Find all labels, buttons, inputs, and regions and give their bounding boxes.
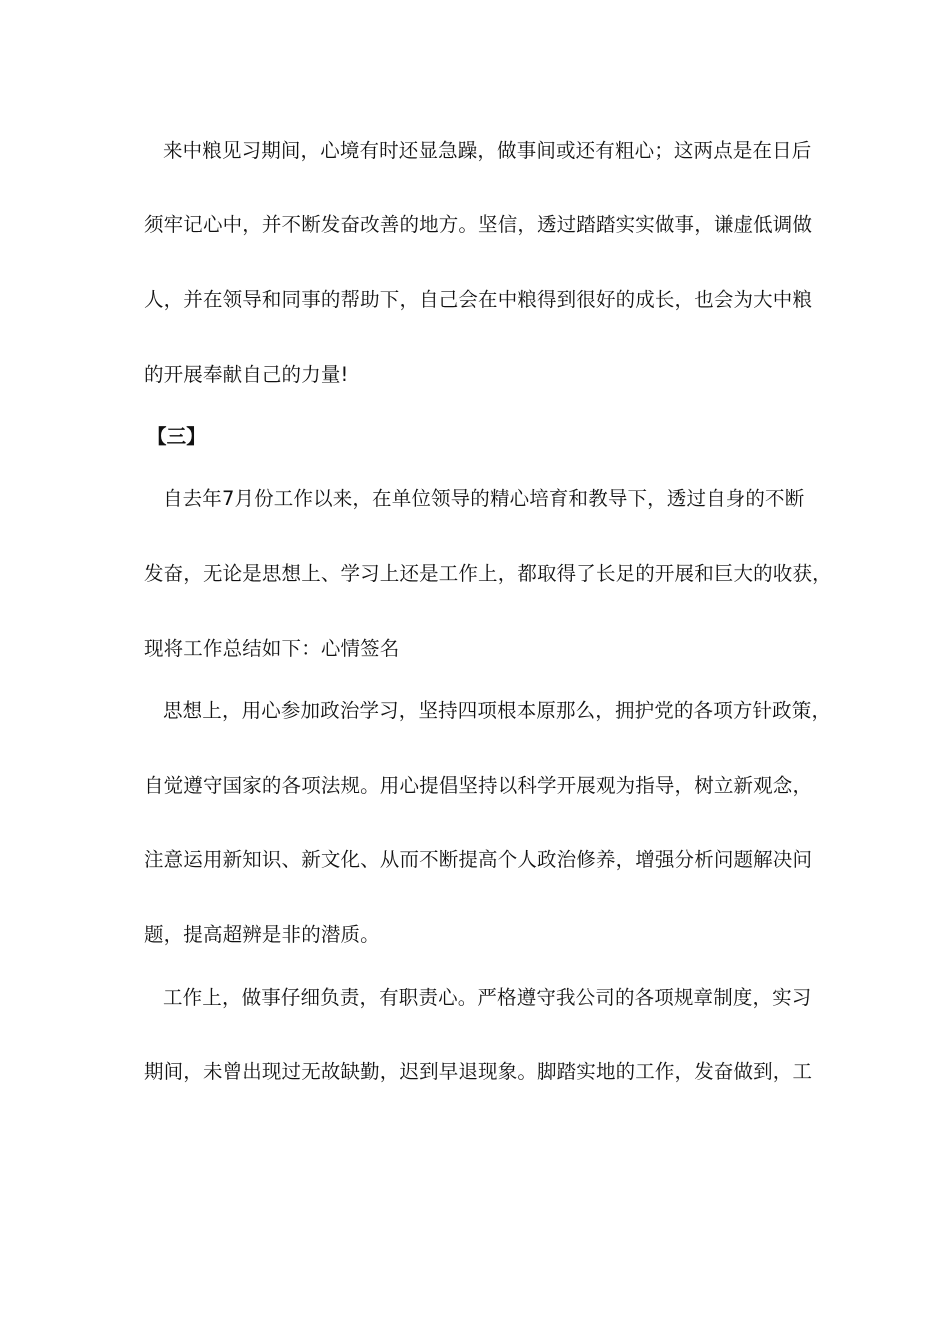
paragraph-line: 自去年7月份工作以来，在单位领导的精心培育和教导下，透过自身的不断 <box>163 487 805 510</box>
paragraph-line: 题，提高超辨是非的潜质。 <box>144 923 380 946</box>
paragraph-line: 思想上，用心参加政治学习，坚持四项根本原那么，拥护党的各项方针政策， <box>163 699 832 722</box>
paragraph-line: 发奋，无论是思想上、学习上还是工作上，都取得了长足的开展和巨大的收获， <box>144 562 832 585</box>
paragraph-line: 须牢记心中，并不断发奋改善的地方。坚信，透过踏踏实实做事，谦虚低调做 <box>144 213 813 236</box>
paragraph-line: 工作上，做事仔细负责，有职责心。严格遵守我公司的各项规章制度，实习 <box>163 986 812 1009</box>
paragraph-line: 现将工作总结如下：心情签名 <box>144 637 400 660</box>
paragraph-line: 自觉遵守国家的各项法规。用心提倡坚持以科学开展观为指导，树立新观念， <box>144 774 813 797</box>
paragraph-line: 来中粮见习期间，心境有时还显急躁，做事间或还有粗心；这两点是在日后 <box>163 139 812 162</box>
paragraph-line: 注意运用新知识、新文化、从而不断提高个人政治修养，增强分析问题解决问 <box>144 848 813 871</box>
section-heading: 【三】 <box>147 425 206 448</box>
paragraph-line: 人，并在领导和同事的帮助下，自己会在中粮得到很好的成长，也会为大中粮 <box>144 288 813 311</box>
paragraph-line: 期间，未曾出现过无故缺勤，迟到早退现象。脚踏实地的工作，发奋做到，工 <box>144 1060 813 1083</box>
paragraph-line: 的开展奉献自己的力量! <box>144 363 349 386</box>
